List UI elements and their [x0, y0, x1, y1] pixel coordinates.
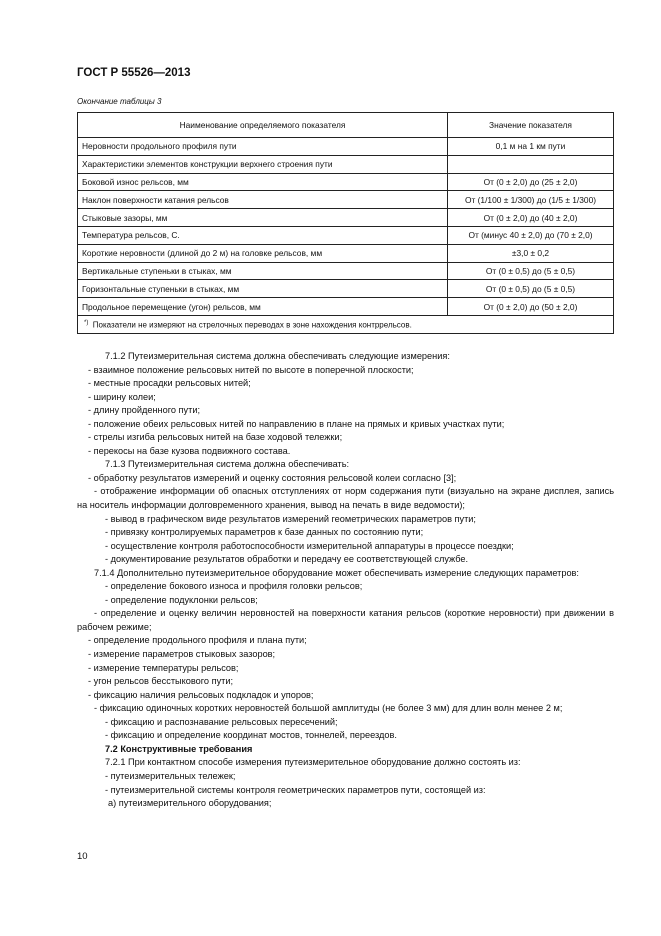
list-item: - документирование результатов обработки и передачу ее соответствующей службе. [105, 554, 469, 565]
table-footnote-row [78, 315, 614, 333]
indicator-value: От (0 ± 2,0) до (25 ± 2,0) [448, 173, 614, 191]
indicator-name: Характеристики элементов конструкции верхнего строения пути [78, 155, 448, 173]
list-item: - осуществление контроля работоспособности измерительной аппаратуры в процессе поездки; [105, 540, 514, 551]
indicator-value: 0,1 м на 1 км пути [448, 138, 614, 156]
table-row [78, 209, 614, 227]
list-item: - угон рельсов бесстыкового пути; [88, 676, 234, 687]
footnote-text: Показатели не измеряют на стрелочных переводах в зоне нахождения контррельсов. [92, 320, 412, 330]
list-item: - перекосы на базе кузова подвижного состава. [88, 445, 291, 456]
clause-7-2-1: 7.2.1 При контактном способе измерения путеизмерительное оборудование должно состоять из: [105, 757, 521, 768]
section-7-2-heading: 7.2 Конструктивные требования [105, 743, 253, 754]
list-item: - фиксацию одиночных коротких неровностей большой амплитуды (не более 3 мм) для длин волн менее 2 м; [94, 703, 563, 714]
clause-7-1-4: 7.1.4 Дополнительно путеизмерительное оборудование может обеспечивать измерение следующих параметров: [94, 567, 579, 578]
list-item: - путеизмерительных тележек; [105, 770, 236, 781]
clause-7-1-3: 7.1.3 Путеизмерительная система должна обеспечивать: [105, 459, 350, 470]
list-item: - взаимное положение рельсовых нитей по высоте в поперечной плоскости; [88, 364, 414, 375]
indicator-name: Короткие неровности (длиной до 2 м) на головке рельсов, мм [78, 244, 448, 262]
list-item: - обработку результатов измерений и оценку состояния рельсовой колеи согласно [3]; [88, 472, 457, 483]
table-row [78, 244, 614, 262]
table-row [78, 138, 614, 156]
table-caption: Окончание таблицы 3 [77, 97, 162, 106]
table-header-row [78, 113, 614, 138]
indicator-value: От (1/100 ± 1/300) до (1/5 ± 1/300) [448, 191, 614, 209]
table-row [78, 155, 614, 173]
list-item: - местные просадки рельсовых нитей; [88, 378, 251, 389]
indicator-name: Продольное перемещение (угон) рельсов, мм [78, 298, 448, 316]
list-item: - привязку контролируемых параметров к базе данных по состоянию пути; [105, 527, 424, 538]
indicator-name: Боковой износ рельсов, мм [78, 173, 448, 191]
list-item: - определение бокового износа и профиля головки рельсов; [105, 581, 363, 592]
indicator-value [448, 155, 614, 173]
table-row [78, 298, 614, 316]
indicator-name: Стыковые зазоры, мм [78, 209, 448, 227]
indicator-value: ±3,0 ± 0,2 [448, 244, 614, 262]
list-item: - отображение информации об опасных отступлениях от норм содержания пути (визуально на экране дисплея, запись на носитель информации долговременного хранения, вывод на печать в виде ведомости); [77, 486, 614, 511]
list-item: - определение подуклонки рельсов; [105, 594, 258, 605]
list-item: - ширину колеи; [88, 391, 156, 402]
table-footnote [78, 315, 614, 333]
list-item: - стрелы изгиба рельсовых нитей на базе ходовой тележки; [88, 432, 343, 443]
indicator-name: Горизонтальные ступеньки в стыках, мм [78, 280, 448, 298]
list-item: - путеизмерительной системы контроля геометрических параметров пути, состоящей из: [105, 784, 486, 795]
table-row [78, 191, 614, 209]
indicator-name: Неровности продольного профиля пути [78, 138, 448, 156]
indicator-value: От (0 ± 0,5) до (5 ± 0,5) [448, 280, 614, 298]
indicator-name: Вертикальные ступеньки в стыках, мм [78, 262, 448, 280]
sub-list-item: а) путеизмерительного оборудования; [108, 798, 272, 809]
list-item: - фиксацию наличия рельсовых подкладок и упоров; [88, 689, 314, 700]
footnote-mark: *) [84, 319, 89, 326]
column-header-indicator: Наименование определяемого показателя [78, 113, 448, 138]
list-item: - определение продольного профиля и плана пути; [88, 635, 307, 646]
indicator-value: От (минус 40 ± 2,0) до (70 ± 2,0) [448, 226, 614, 244]
list-item: - положение обеих рельсовых нитей по направлению в плане на прямых и кривых участках пути; [88, 418, 505, 429]
page-number: 10 [77, 851, 88, 862]
table-row [78, 280, 614, 298]
document-code: ГОСТ Р 55526—2013 [77, 67, 191, 79]
list-item: - определение и оценку величин неровностей на поверхности катания рельсов (короткие неровности) при движении в рабочем режиме; [77, 608, 614, 632]
indicator-value: От (0 ± 0,5) до (5 ± 0,5) [448, 262, 614, 280]
table-row [78, 226, 614, 244]
indicator-value: От (0 ± 2,0) до (40 ± 2,0) [448, 209, 614, 227]
list-item: - измерение параметров стыковых зазоров; [88, 649, 276, 660]
list-item: - измерение температуры рельсов; [88, 662, 239, 673]
indicator-name: Температура рельсов, С. [78, 226, 448, 244]
list-item: - фиксацию и определение координат мостов, тоннелей, переездов. [105, 730, 397, 741]
body-text [77, 350, 614, 811]
list-item: - фиксацию и распознавание рельсовых пересечений; [105, 716, 338, 727]
indicator-name: Наклон поверхности катания рельсов [78, 191, 448, 209]
list-item: - длину пройденного пути; [88, 405, 201, 416]
table-row [78, 262, 614, 280]
clause-7-1-2: 7.1.2 Путеизмерительная система должна обеспечивать следующие измерения: [105, 351, 450, 361]
table-row [78, 173, 614, 191]
indicator-value: От (0 ± 2,0) до (50 ± 2,0) [448, 298, 614, 316]
column-header-value: Значение показателя [448, 113, 614, 138]
indicators-table [77, 112, 614, 334]
list-item: - вывод в графическом виде результатов измерений геометрических параметров пути; [105, 513, 476, 524]
